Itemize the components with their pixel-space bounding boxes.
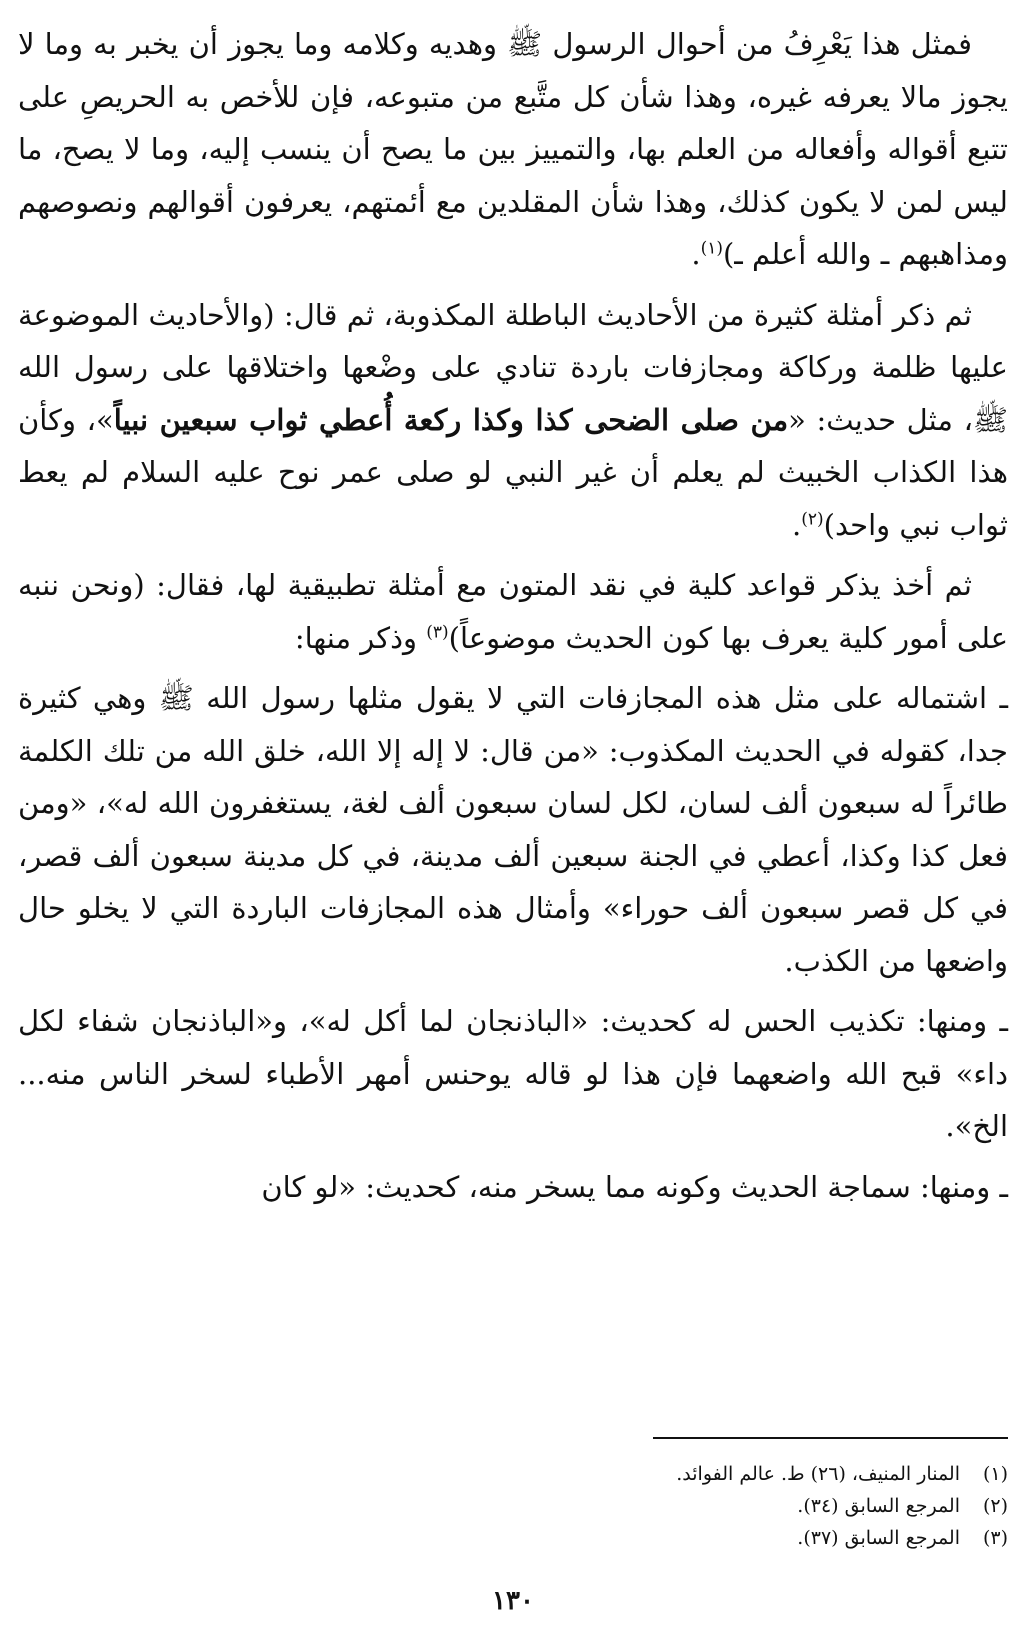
paragraph-2-tail: . (791, 507, 802, 542)
paragraph-3-continuation: وذكر منها: (294, 620, 427, 655)
document-page (18, 18, 1008, 1628)
paragraph-2-continuation: »، وكأن هذا الكذاب الخبيث لم يعلم أن غير النبي لو صلى عمر نوح عليه السلام لم يعط ثواب نبي واحد) (18, 402, 1008, 542)
paragraph-4-text: ـ اشتماله على مثل هذه المجازفات التي لا يقول مثلها رسول الله ﷺ وهي كثيرة جدا، كقوله في الحديث المكذوب: «من قال: لا إله إلا الله، خلق الله من تلك الكلمة طائراً له سبعون ألف لسان، لكل لسان سبعون ألف لغة، يستغفرون الله له»، «ومن فعل كذا وكذا، أعطي في الجنة سبعين ألف مدينة، في كل مدينة سبعون ألف قصر، في كل قصر سبعون ألف حوراء» وأمثال هذه المجازفات الباردة التي لا يخلو حال واضعها من الكذب. (18, 681, 1008, 978)
footnote-separator (653, 1437, 1008, 1439)
footnote-2 (18, 1490, 1008, 1522)
paragraph-6 (18, 1161, 1008, 1214)
paragraph-5 (18, 995, 1008, 1153)
footnote-ref-2: (٢) (801, 508, 824, 529)
paragraph-1 (18, 18, 1008, 281)
paragraph-3 (18, 559, 1008, 664)
footnote-2-number: (٢) (982, 1495, 1008, 1517)
footnote-2-text: المرجع السابق (٣٤). (797, 1495, 960, 1517)
paragraph-2 (18, 289, 1008, 552)
footnote-3-number: (٣) (982, 1527, 1008, 1549)
paragraph-2-text: ثم ذكر أمثلة كثيرة من الأحاديث الباطلة المكذوبة، ثم قال: (والأحاديث الموضوعة عليها ظلمة وركاكة ومجازفات باردة تنادي على وضْعها واختلاقها على رسول الله ﷺ، مثل حديث: « (18, 297, 1008, 437)
paragraph-6-text: ـ ومنها: سماجة الحديث وكونه مما يسخر منه، كحديث: «لو كان (261, 1169, 1008, 1204)
paragraph-5-text: ـ ومنها: تكذيب الحس له كحديث: «الباذنجان لما أكل له»، و«الباذنجان شفاء لكل داء» قبح الله واضعهما فإن هذا لو قاله يوحنس أمهر الأطباء لسخر الناس منه... الخ». (18, 1004, 1008, 1143)
footnote-ref-3: (٣) (426, 621, 449, 642)
footnote-1 (18, 1458, 1008, 1490)
paragraph-4 (18, 672, 1008, 987)
page-number: ١٣٠ (492, 1586, 534, 1616)
footnote-ref-1: (١) (700, 238, 723, 259)
footnote-3 (18, 1522, 1008, 1554)
footnote-1-number: (١) (982, 1463, 1008, 1485)
footnote-1-text: المنار المنيف، (٢٦) ط. عالم الفوائد. (676, 1463, 960, 1485)
footnotes (18, 1458, 1008, 1554)
paragraph-3-text: ثم أخذ يذكر قواعد كلية في نقد المتون مع أمثلة تطبيقية لها، فقال: (ونحن ننبه على أمور كلية يعرف بها كون الحديث موضوعاً) (18, 568, 1008, 655)
paragraph-1-tail: . (691, 237, 701, 271)
hadith-quote-bold: من صلى الضحى كذا وكذا ركعة أُعطي ثواب سبعين نبياً (113, 402, 789, 437)
footnote-3-text: المرجع السابق (٣٧). (797, 1527, 960, 1549)
paragraph-1-text: فمثل هذا يَعْرِفُ من أحوال الرسول ﷺ وهديه وكلامه وما يجوز أن يخبر به وما لا يجوز مالا يعرفه غيره، وهذا شأن كل متَّبع من متبوعه، فإن للأخص به الحريصِ على تتبع أقواله وأفعاله من العلم بها، والتمييز بين ما يصح أن ينسب إليه، وما لا يصح، ما ليس لمن لا يكون كذلك، وهذا شأن المقلدين مع أئمتهم، يعرفون أقوالهم ونصوصهم ومذاهبهم ـ والله أعلم ـ) (18, 27, 1008, 271)
